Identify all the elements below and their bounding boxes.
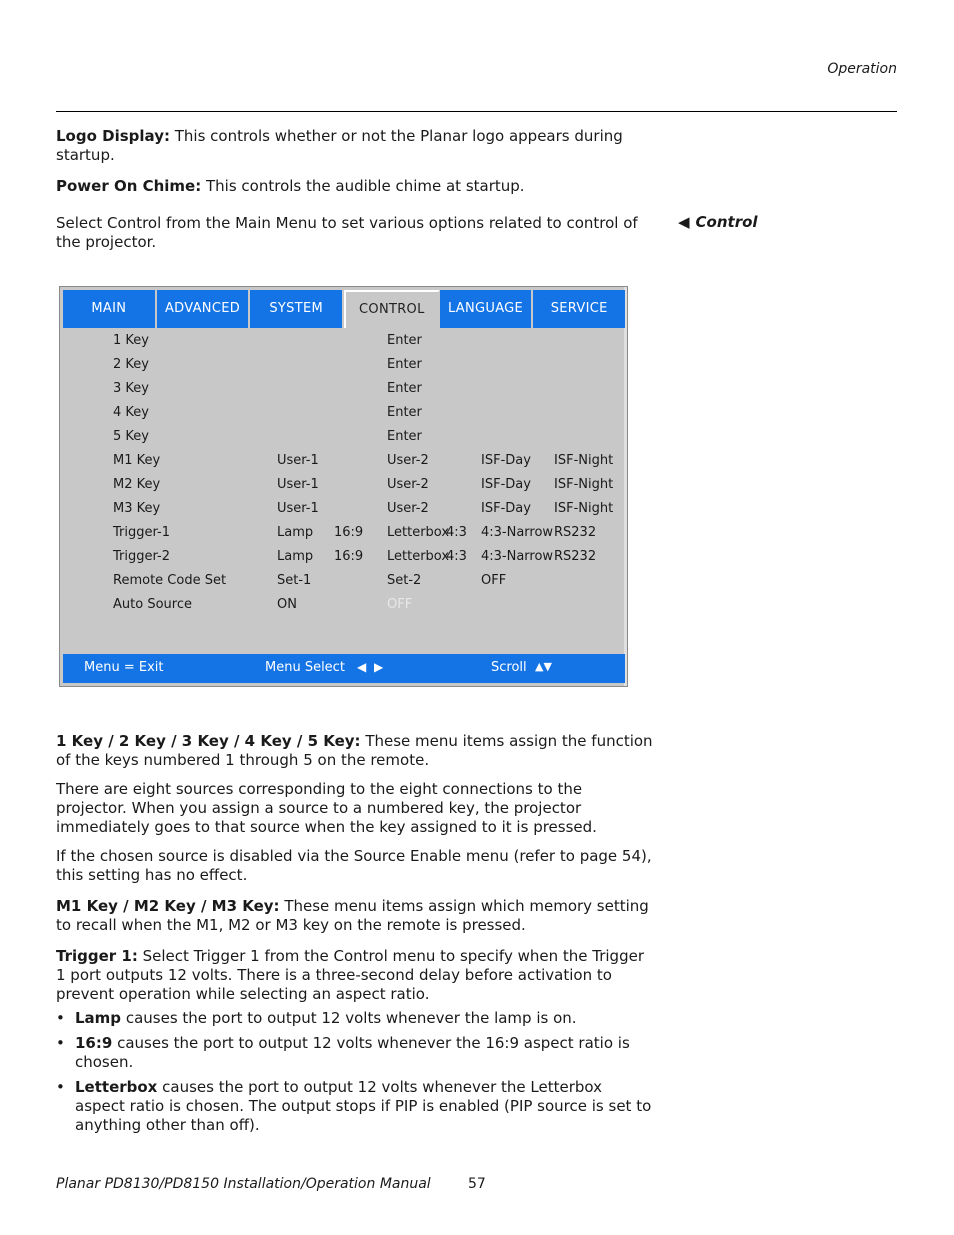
menu-option[interactable]: Set-2	[387, 573, 422, 588]
menu-option[interactable]: Enter	[387, 357, 422, 372]
menu-option[interactable]: RS232	[554, 549, 597, 564]
menu-option[interactable]: ISF-Night	[554, 501, 614, 516]
menu-option[interactable]: User-1	[277, 453, 319, 468]
menu-row-label: 4 Key	[113, 405, 149, 420]
menu-row-label: 5 Key	[113, 429, 149, 444]
trigger-options-list	[56, 1009, 656, 1135]
menu-row[interactable]	[60, 333, 627, 357]
menu-row-label: M3 Key	[113, 501, 161, 516]
menu-row[interactable]	[60, 597, 627, 621]
menu-option[interactable]: Lamp	[277, 525, 314, 540]
menu-option[interactable]: Enter	[387, 333, 422, 348]
tab-language[interactable]: LANGUAGE	[440, 290, 534, 328]
tab-system[interactable]: SYSTEM	[250, 290, 344, 328]
tab-main[interactable]: MAIN	[63, 290, 157, 328]
menu-row-label: 3 Key	[113, 381, 149, 396]
menu-option[interactable]: Enter	[387, 381, 422, 396]
list-item: • Lamp causes the port to output 12 volts whenever the lamp is on.	[56, 1009, 656, 1028]
menu-option[interactable]: ISF-Day	[481, 501, 531, 516]
up-down-arrows-icon: ▲▼	[535, 660, 552, 673]
menu-option[interactable]: User-2	[387, 501, 429, 516]
tab-advanced[interactable]: ADVANCED	[157, 290, 251, 328]
menu-row[interactable]	[60, 381, 627, 405]
menu-row-label: Remote Code Set	[113, 573, 227, 588]
menu-option[interactable]: Set-1	[277, 573, 312, 588]
menu-row[interactable]	[60, 573, 627, 597]
menu-row-label: Trigger-1	[113, 525, 170, 540]
sources-paragraph: There are eight sources corresponding to the eight connections to the projector. When you assign a source to a numbered key, the projector immediately goes to that source when the key assigned to it is pressed.	[56, 780, 597, 836]
menu-select-hint: Menu Select	[265, 660, 345, 675]
menu-option[interactable]: Enter	[387, 429, 422, 444]
menu-option[interactable]: User-2	[387, 453, 429, 468]
menu-row[interactable]	[60, 357, 627, 381]
menu-row-label: Trigger-2	[113, 549, 170, 564]
menu-option[interactable]: 4:3	[446, 549, 467, 564]
menu-option[interactable]: ISF-Night	[554, 453, 614, 468]
menu-row[interactable]	[60, 501, 627, 525]
page-number: 57	[468, 1176, 486, 1192]
menu-option[interactable]: RS232	[554, 525, 597, 540]
list-item: • Letterbox causes the port to output 12 volts whenever the Letterbox aspect ratio is chosen. The output stops if PIP is enabled (PIP source is set to anything other than off).	[56, 1078, 656, 1135]
memory-keys-paragraph: M1 Key / M2 Key / M3 Key: These menu items assign which memory setting to recall when the M1, M2 or M3 key on the remote is pressed.	[56, 897, 649, 934]
running-header: Operation	[827, 61, 897, 77]
menu-row-label: M2 Key	[113, 477, 161, 492]
menu-row[interactable]	[60, 549, 627, 573]
scroll-hint: Scroll	[491, 660, 527, 675]
menu-option[interactable]: 16:9	[334, 549, 364, 564]
menu-option[interactable]: Letterbox	[387, 525, 450, 540]
menu-option[interactable]: Enter	[387, 405, 422, 420]
trigger-1-paragraph: Trigger 1: Select Trigger 1 from the Control menu to specify when the Trigger 1 port outputs 12 volts. There is a three-second delay before activation to prevent operation while selecting an aspect ratio.	[56, 947, 644, 1003]
menu-row[interactable]	[60, 429, 627, 453]
menu-tabs	[63, 290, 625, 328]
menu-option[interactable]: 4:3-Narrow	[481, 549, 554, 564]
menu-row-label: Auto Source	[113, 597, 192, 612]
source-disabled-paragraph: If the chosen source is disabled via the Source Enable menu (refer to page 54), this setting has no effect.	[56, 847, 652, 884]
control-intro-paragraph: Select Control from the Main Menu to set various options related to control of the projector.	[56, 214, 638, 251]
tab-control[interactable]: CONTROL	[344, 290, 440, 328]
menu-row[interactable]	[60, 405, 627, 429]
menu-row-label: M1 Key	[113, 453, 161, 468]
menu-row[interactable]	[60, 525, 627, 549]
side-heading-control: ◀ Control	[678, 213, 758, 231]
menu-option[interactable]: 4:3	[446, 525, 467, 540]
menu-option[interactable]: Lamp	[277, 549, 314, 564]
menu-option[interactable]: ISF-Day	[481, 477, 531, 492]
number-keys-paragraph: 1 Key / 2 Key / 3 Key / 4 Key / 5 Key: These menu items assign the function of the keys numbered 1 through 5 on the remote.	[56, 732, 653, 769]
menu-option[interactable]: 16:9	[334, 525, 364, 540]
arrow-left-icon: ◀	[678, 213, 690, 231]
menu-row-label: 2 Key	[113, 357, 149, 372]
menu-option[interactable]: User-1	[277, 501, 319, 516]
left-right-arrows-icon: ◀ ▶	[357, 660, 386, 674]
control-menu-screenshot	[59, 286, 628, 687]
power-on-chime-paragraph: Power On Chime: This controls the audible chime at startup.	[56, 177, 525, 195]
menu-row[interactable]	[60, 477, 627, 501]
header-rule	[56, 111, 897, 112]
manual-title: Planar PD8130/PD8150 Installation/Operation Manual	[56, 1176, 431, 1192]
menu-exit-hint: Menu = Exit	[84, 660, 164, 675]
menu-row-label: 1 Key	[113, 333, 149, 348]
menu-option[interactable]: Letterbox	[387, 549, 450, 564]
menu-option[interactable]: User-1	[277, 477, 319, 492]
menu-option[interactable]: 4:3-Narrow	[481, 525, 554, 540]
list-item: • 16:9 causes the port to output 12 volts whenever the 16:9 aspect ratio is chosen.	[56, 1034, 656, 1072]
menu-option[interactable]: ISF-Day	[481, 453, 531, 468]
menu-option[interactable]: ISF-Night	[554, 477, 614, 492]
menu-footer	[63, 654, 625, 683]
menu-option[interactable]: ON	[277, 597, 297, 612]
menu-option[interactable]: OFF	[481, 573, 507, 588]
logo-display-paragraph: Logo Display: This controls whether or not the Planar logo appears during startup.	[56, 127, 623, 164]
menu-option[interactable]: OFF	[387, 597, 413, 612]
menu-row[interactable]	[60, 453, 627, 477]
tab-service[interactable]: SERVICE	[533, 290, 625, 328]
menu-option[interactable]: User-2	[387, 477, 429, 492]
